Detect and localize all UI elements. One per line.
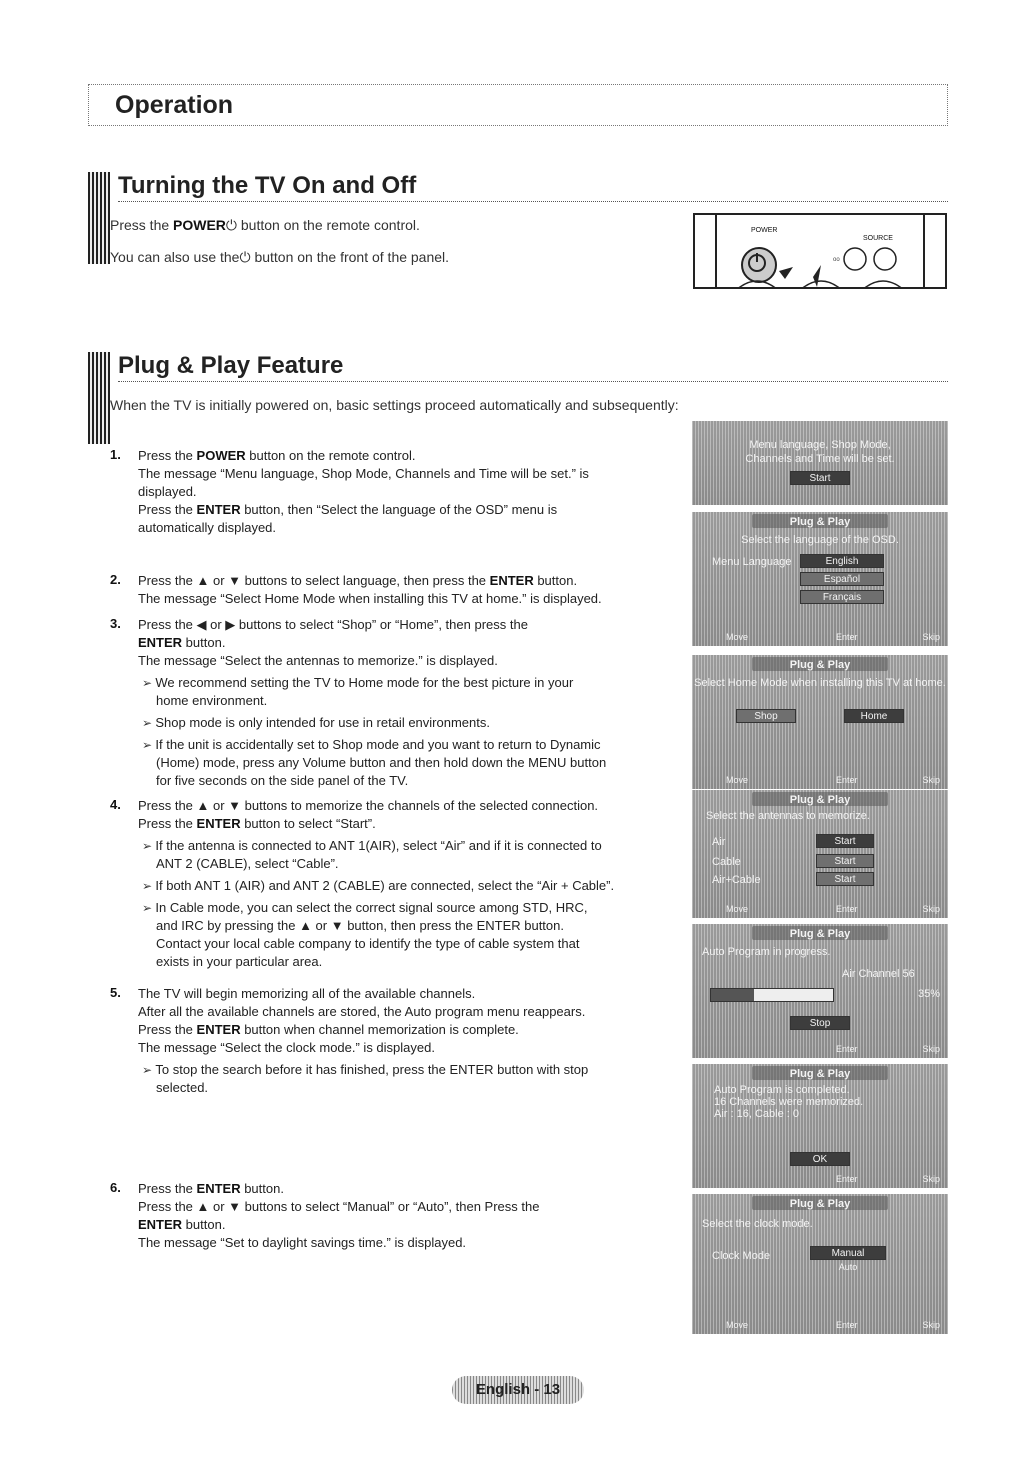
step-line bbox=[138, 815, 678, 833]
osd-footer bbox=[696, 1174, 944, 1186]
progress-fill bbox=[711, 989, 754, 1001]
text: button on the front of the panel. bbox=[250, 249, 450, 265]
text: button. bbox=[182, 1217, 226, 1232]
text: The TV will begin memorizing all of the available channels. bbox=[138, 986, 476, 1001]
note-text: and IRC by pressing the ▲ or ▼ button, then press the ENTER button. bbox=[156, 918, 564, 933]
section-title-plug-play: Plug & Play Feature bbox=[118, 352, 344, 379]
step-note bbox=[138, 674, 678, 710]
step-number: 5. bbox=[110, 985, 121, 1000]
skip-hint: Skip bbox=[922, 904, 940, 914]
enter-hint: Enter bbox=[836, 632, 858, 642]
air-cable-start-button[interactable]: Start bbox=[816, 872, 874, 886]
note-text: Contact your local cable company to identify the type of cable system that bbox=[156, 936, 580, 951]
button-name: ENTER bbox=[196, 1022, 241, 1037]
enter-hint: Enter bbox=[836, 904, 858, 914]
option-francais[interactable]: Français bbox=[800, 590, 884, 604]
osd-screen-auto-program bbox=[692, 924, 948, 1058]
move-hint: Move bbox=[726, 632, 749, 642]
osd-screen-antenna bbox=[692, 790, 948, 918]
step-line bbox=[138, 985, 678, 1003]
enter-hint: Enter bbox=[836, 1174, 858, 1184]
note-arrow-icon: ➢ bbox=[142, 879, 156, 893]
osd-message: Auto Program in progress. bbox=[702, 946, 831, 958]
power-label: POWER bbox=[173, 217, 226, 233]
step-number: 4. bbox=[110, 797, 121, 812]
step-line bbox=[138, 572, 678, 590]
button-name: ENTER bbox=[196, 502, 241, 517]
text: button. bbox=[240, 1181, 284, 1196]
text: You can also use the bbox=[110, 249, 240, 265]
button-name: POWER bbox=[196, 448, 246, 463]
step-number: 2. bbox=[110, 572, 121, 587]
svg-text:oo: oo bbox=[833, 257, 840, 263]
step-line bbox=[138, 447, 678, 465]
note-text: Shop mode is only intended for use in retail environments. bbox=[155, 715, 490, 730]
osd-title: Plug & Play bbox=[789, 794, 851, 806]
step-3-text bbox=[138, 616, 678, 790]
osd-message: Select the language of the OSD. bbox=[741, 534, 899, 546]
air-start-button[interactable]: Start bbox=[816, 834, 874, 848]
note-text: If the unit is accidentally set to Shop mode and you want to return to Dynamic bbox=[155, 737, 601, 752]
osd-title: Plug & Play bbox=[789, 1198, 851, 1210]
text: button when channel memorization is complete. bbox=[240, 1022, 519, 1037]
step-note bbox=[138, 837, 678, 873]
move-hint: Move bbox=[726, 1320, 749, 1330]
remote-illustration bbox=[693, 213, 947, 289]
step-6-text bbox=[138, 1180, 678, 1252]
osd-footer bbox=[696, 904, 944, 916]
clock-mode-label: Clock Mode bbox=[712, 1250, 771, 1262]
note-arrow-icon: ➢ bbox=[142, 738, 156, 752]
power-button-label: POWER bbox=[751, 227, 778, 234]
step-note bbox=[138, 1061, 678, 1097]
osd-screen-clock bbox=[692, 1194, 948, 1334]
note-text: home environment. bbox=[156, 693, 268, 708]
progress-percent: 35% bbox=[917, 988, 940, 1000]
osd-footer bbox=[696, 632, 944, 644]
source-button-label: SOURCE bbox=[863, 235, 893, 242]
step-note bbox=[138, 736, 678, 790]
step-line bbox=[138, 501, 678, 519]
step-note bbox=[138, 877, 678, 895]
osd-message: Air : 16, Cable : 0 bbox=[714, 1108, 799, 1120]
text: button to select “Start”. bbox=[240, 816, 376, 831]
text: Press the bbox=[138, 1022, 197, 1037]
button-name: ENTER bbox=[138, 635, 183, 650]
note-text: To stop the search before it has finished, press the ENTER button with stop bbox=[155, 1062, 589, 1077]
step-line bbox=[138, 590, 678, 608]
text: Press the ▲ or ▼ buttons to select “Manual” or “Auto”, then Press the bbox=[138, 1199, 540, 1214]
note-text: for five seconds on the side panel of the TV. bbox=[156, 773, 409, 788]
section-title-power: Turning the TV On and Off bbox=[118, 172, 417, 199]
step-line bbox=[138, 616, 678, 634]
option-manual[interactable]: Manual bbox=[810, 1246, 886, 1260]
chapter-header bbox=[88, 84, 948, 126]
power-instruction bbox=[110, 216, 420, 234]
panel-instruction bbox=[110, 248, 449, 266]
enter-hint: Enter bbox=[836, 775, 858, 785]
osd-message: 16 Channels were memorized. bbox=[714, 1096, 864, 1108]
step-number: 6. bbox=[110, 1180, 121, 1195]
air-label: Air bbox=[712, 836, 726, 848]
step-4-text bbox=[138, 797, 678, 971]
note-arrow-icon: ➢ bbox=[142, 839, 156, 853]
osd-message: Select the clock mode. bbox=[702, 1218, 813, 1230]
shop-button[interactable]: Shop bbox=[736, 709, 796, 723]
skip-hint: Skip bbox=[922, 1320, 940, 1330]
text: Press the ▲ or ▼ buttons to select language, then press the bbox=[138, 573, 490, 588]
note-arrow-icon: ➢ bbox=[142, 901, 156, 915]
note-text: If both ANT 1 (AIR) and ANT 2 (CABLE) are connected, select the “Air + Cable”. bbox=[155, 878, 615, 893]
step-number: 3. bbox=[110, 616, 121, 631]
text: Press the ▲ or ▼ buttons to memorize the channels of the selected connection. bbox=[138, 798, 599, 813]
step-line bbox=[138, 1039, 678, 1057]
button-name: ENTER bbox=[138, 1217, 183, 1232]
step-note bbox=[138, 899, 678, 971]
note-text: exists in your particular area. bbox=[156, 954, 323, 969]
note-arrow-icon: ➢ bbox=[142, 1063, 156, 1077]
text: Press the ◀ or ▶ buttons to select “Shop” or “Home”, then press the bbox=[138, 617, 528, 632]
osd-screen-intro bbox=[692, 421, 948, 505]
button-name: ENTER bbox=[196, 1181, 241, 1196]
enter-hint: Enter bbox=[836, 1044, 858, 1054]
text: Press the bbox=[138, 816, 197, 831]
step-1-text bbox=[138, 447, 678, 537]
option-espanol[interactable]: Español bbox=[800, 572, 884, 586]
stop-button[interactable]: Stop bbox=[790, 1016, 850, 1030]
skip-hint: Skip bbox=[922, 775, 940, 785]
osd-title: Plug & Play bbox=[789, 659, 851, 671]
option-english[interactable]: English bbox=[800, 554, 884, 568]
step-line bbox=[138, 1003, 678, 1021]
skip-hint: Skip bbox=[922, 632, 940, 642]
text: displayed. bbox=[138, 484, 197, 499]
osd-footer bbox=[696, 1320, 944, 1332]
plug-play-intro: When the TV is initially powered on, basic settings proceed automatically and subsequently: bbox=[110, 397, 679, 413]
option-auto[interactable]: Auto bbox=[838, 1262, 858, 1272]
step-line bbox=[138, 1180, 678, 1198]
osd-message: Channels and Time will be set. bbox=[745, 453, 895, 465]
text: The message “Select the antennas to memorize.” is displayed. bbox=[138, 653, 498, 668]
osd-footer bbox=[696, 775, 944, 787]
step-line bbox=[138, 1198, 678, 1216]
text: button. bbox=[182, 635, 226, 650]
cable-start-button[interactable]: Start bbox=[816, 854, 874, 868]
text: button, then “Select the language of the OSD” menu is bbox=[240, 502, 558, 517]
osd-screen-language bbox=[692, 512, 948, 646]
text: Press the bbox=[138, 1181, 197, 1196]
step-2-text bbox=[138, 572, 678, 608]
step-line bbox=[138, 652, 678, 670]
text: Press the bbox=[110, 217, 174, 233]
note-text: We recommend setting the TV to Home mode for the best picture in your bbox=[155, 675, 574, 690]
progress-bar bbox=[710, 988, 834, 1002]
move-hint: Move bbox=[726, 904, 749, 914]
step-line bbox=[138, 1216, 678, 1234]
step-line bbox=[138, 483, 678, 501]
text: button. bbox=[533, 573, 578, 588]
step-line bbox=[138, 1021, 678, 1039]
osd-footer bbox=[696, 1044, 944, 1056]
text: Press the bbox=[138, 502, 197, 517]
ok-button[interactable]: OK bbox=[790, 1152, 850, 1166]
button-name: ENTER bbox=[196, 816, 241, 831]
step-line bbox=[138, 634, 678, 652]
osd-title: Plug & Play bbox=[789, 516, 851, 528]
osd-screen-home-mode bbox=[692, 655, 948, 789]
step-line bbox=[138, 465, 678, 483]
note-text: ANT 2 (CABLE), select “Cable”. bbox=[156, 856, 339, 871]
text: automatically displayed. bbox=[138, 520, 277, 535]
note-text: selected. bbox=[156, 1080, 209, 1095]
step-line bbox=[138, 519, 678, 537]
text: After all the available channels are stored, the Auto program menu reappears. bbox=[138, 1004, 586, 1019]
power-icon: ⏻ bbox=[225, 217, 237, 233]
osd-screen-complete bbox=[692, 1064, 948, 1188]
osd-title: Plug & Play bbox=[789, 1068, 851, 1080]
osd-message: Menu language, Shop Mode, bbox=[749, 439, 891, 451]
cable-label: Cable bbox=[712, 856, 741, 868]
note-text: (Home) mode, press any Volume button and then hold down the MENU button bbox=[156, 755, 607, 770]
move-hint: Move bbox=[726, 775, 749, 785]
section-rule bbox=[118, 381, 948, 382]
osd-message: Select Home Mode when installing this TV at home. bbox=[694, 677, 946, 689]
chapter-title: Operation bbox=[115, 91, 234, 119]
menu-language-label: Menu Language bbox=[712, 556, 792, 568]
text: Press the bbox=[138, 448, 197, 463]
step-note bbox=[138, 714, 678, 732]
start-button[interactable]: Start bbox=[790, 471, 850, 485]
air-cable-label: Air+Cable bbox=[712, 874, 761, 886]
note-text: In Cable mode, you can select the correct signal source among STD, HRC, bbox=[155, 900, 588, 915]
button-name: ENTER bbox=[489, 573, 534, 588]
step-line bbox=[138, 797, 678, 815]
step-line bbox=[138, 1234, 678, 1252]
text: The message “Select Home Mode when installing this TV at home.” is displayed. bbox=[138, 591, 602, 606]
section-bar bbox=[88, 172, 110, 264]
note-arrow-icon: ➢ bbox=[142, 676, 156, 690]
text: The message “Set to daylight savings time.” is displayed. bbox=[138, 1235, 467, 1250]
note-text: If the antenna is connected to ANT 1(AIR), select “Air” and if it is connected to bbox=[155, 838, 602, 853]
page-number-badge bbox=[452, 1376, 584, 1404]
text: button on the remote control. bbox=[245, 448, 416, 463]
section-bar bbox=[88, 352, 110, 444]
step-number: 1. bbox=[110, 447, 121, 462]
enter-hint: Enter bbox=[836, 1320, 858, 1330]
text: The message “Menu language, Shop Mode, Channels and Time will be set.” is bbox=[138, 466, 589, 481]
skip-hint: Skip bbox=[922, 1044, 940, 1054]
home-button[interactable]: Home bbox=[844, 709, 904, 723]
note-arrow-icon: ➢ bbox=[142, 716, 156, 730]
osd-title: Plug & Play bbox=[789, 928, 851, 940]
channel-readout: Air Channel 56 bbox=[842, 968, 915, 980]
skip-hint: Skip bbox=[922, 1174, 940, 1184]
power-icon: ⏻ bbox=[239, 249, 251, 265]
osd-message: Auto Program is completed. bbox=[714, 1084, 850, 1096]
text: The message “Select the clock mode.” is displayed. bbox=[138, 1040, 435, 1055]
remote-buttons-icon bbox=[695, 215, 947, 289]
page-number: English - 13 bbox=[475, 1381, 561, 1398]
osd-message: Select the antennas to memorize. bbox=[706, 810, 870, 822]
text: button on the remote control. bbox=[237, 217, 420, 233]
section-rule bbox=[118, 201, 948, 202]
step-5-text bbox=[138, 985, 678, 1097]
